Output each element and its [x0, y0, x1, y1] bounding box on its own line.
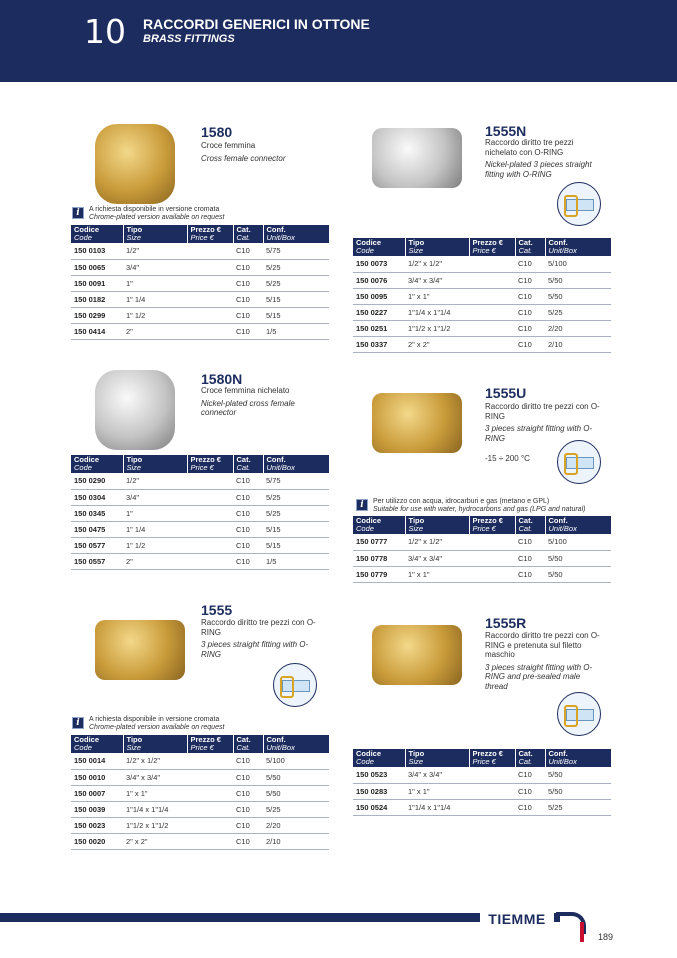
cell-box: 5/50 [545, 767, 611, 783]
column-header: Prezzo € Price € [469, 238, 515, 256]
column-header: Tipo Size [405, 238, 469, 256]
column-header: Conf. Unit/Box [263, 455, 329, 473]
cell-code: 150 0577 [71, 537, 123, 553]
cell-code: 150 0095 [353, 288, 405, 304]
column-header: Codice Code [353, 749, 405, 767]
cell-cat: C10 [515, 336, 545, 352]
cell-cat: C10 [233, 753, 263, 769]
column-header: Prezzo € Price € [187, 225, 233, 243]
cell-price [187, 291, 233, 307]
cell-price [469, 566, 515, 582]
cell-code: 150 0779 [353, 566, 405, 582]
note-en: Chrome-plated version available on request [89, 724, 225, 731]
fitting-section-diagram [557, 440, 601, 484]
cell-box: 2/10 [545, 336, 611, 352]
cell-size: 2" [123, 553, 187, 569]
product-description [485, 402, 600, 443]
cell-size: 1" [123, 275, 187, 291]
cell-price [187, 769, 233, 785]
cell-size: 1" x 1" [405, 783, 469, 799]
table-row [71, 769, 329, 785]
cell-price [187, 833, 233, 849]
cell-price [469, 272, 515, 288]
cell-size: 3/4" [123, 259, 187, 275]
table-row [71, 291, 329, 307]
cell-size: 1" 1/2 [123, 537, 187, 553]
info-icon: i [356, 499, 368, 511]
table-row [71, 307, 329, 323]
cell-box: 5/50 [545, 566, 611, 582]
product-image-1555 [95, 620, 185, 680]
cell-code: 150 0345 [71, 505, 123, 521]
column-header: Conf. Unit/Box [545, 749, 611, 767]
cell-price [187, 553, 233, 569]
column-header: Tipo Size [123, 735, 187, 753]
cell-size: 1"1/4 x 1"1/4 [405, 799, 469, 815]
table-row [353, 304, 611, 320]
product-description [201, 618, 316, 659]
cell-size: 3/4" [123, 489, 187, 505]
cell-code: 150 0073 [353, 256, 405, 272]
cell-code: 150 0475 [71, 521, 123, 537]
cell-box: 5/50 [545, 783, 611, 799]
product-table-1580n [71, 455, 329, 570]
cell-code: 150 0182 [71, 291, 123, 307]
footer-bar [0, 913, 560, 922]
table-row [353, 550, 611, 566]
cell-cat: C10 [233, 521, 263, 537]
desc-en: 3 pieces straight fitting with O-RING and pre-sealed male thread [485, 662, 593, 691]
cell-box: 5/50 [263, 769, 329, 785]
column-header: Prezzo € Price € [469, 516, 515, 534]
column-header: Codice Code [71, 735, 123, 753]
table-row [353, 272, 611, 288]
cell-cat: C10 [515, 799, 545, 815]
table-header [353, 749, 611, 767]
cell-cat: C10 [515, 783, 545, 799]
cell-price [469, 288, 515, 304]
cell-box: 5/100 [545, 256, 611, 272]
table-row [353, 767, 611, 783]
table-row [71, 521, 329, 537]
cell-box: 5/50 [545, 550, 611, 566]
cell-cat: C10 [515, 256, 545, 272]
column-header: Prezzo € Price € [187, 735, 233, 753]
column-header: Conf. Unit/Box [545, 238, 611, 256]
desc-it: Croce femmina [201, 141, 256, 150]
cell-box: 5/15 [263, 521, 329, 537]
cell-size: 1" 1/4 [123, 521, 187, 537]
cell-size: 2" x 2" [405, 336, 469, 352]
cell-price [187, 505, 233, 521]
table-header [71, 455, 329, 473]
product-title: 1555U [485, 385, 527, 401]
product-image-1580 [95, 124, 175, 204]
cell-size: 2" [123, 323, 187, 339]
cell-cat: C10 [515, 550, 545, 566]
cell-price [469, 304, 515, 320]
table-row [353, 336, 611, 352]
cell-price [187, 323, 233, 339]
table-row [353, 566, 611, 582]
cell-cat: C10 [233, 769, 263, 785]
cell-code: 150 0337 [353, 336, 405, 352]
cell-cat: C10 [233, 489, 263, 505]
cell-code: 150 0283 [353, 783, 405, 799]
product-table-1555r [353, 749, 611, 816]
chapter-number: 10 [84, 12, 126, 51]
cell-code: 150 0414 [71, 323, 123, 339]
table-row [353, 783, 611, 799]
cell-size: 3/4" x 3/4" [123, 769, 187, 785]
cell-box: 5/100 [263, 753, 329, 769]
cell-code: 150 0777 [353, 534, 405, 550]
table-header [353, 238, 611, 256]
cell-code: 150 0014 [71, 753, 123, 769]
cell-size: 1" x 1" [123, 785, 187, 801]
cell-price [469, 550, 515, 566]
cell-code: 150 0020 [71, 833, 123, 849]
cell-box: 1/5 [263, 553, 329, 569]
cell-box: 2/10 [263, 833, 329, 849]
column-header: Cat. Cat. [515, 749, 545, 767]
cell-box: 5/50 [545, 272, 611, 288]
cell-code: 150 0251 [353, 320, 405, 336]
table-row [71, 243, 329, 259]
cell-code: 150 0010 [71, 769, 123, 785]
desc-en: Cross female connector [201, 153, 286, 163]
cell-cat: C10 [233, 473, 263, 489]
cell-code: 150 0065 [71, 259, 123, 275]
cell-box: 5/25 [263, 275, 329, 291]
cell-cat: C10 [233, 259, 263, 275]
table-row [71, 505, 329, 521]
table-row [71, 259, 329, 275]
note-en: Suitable for use with water, hydrocarbons and gas (LPG and natural) [373, 506, 586, 513]
cell-size: 1/2" [123, 243, 187, 259]
cell-cat: C10 [233, 323, 263, 339]
desc-it: Croce femmina nichelato [201, 386, 290, 395]
column-header: Cat. Cat. [515, 516, 545, 534]
product-image-1555u [372, 393, 462, 453]
cell-size: 1" [123, 505, 187, 521]
cell-size: 1"1/4 x 1"1/4 [123, 801, 187, 817]
cell-price [187, 275, 233, 291]
product-table-1580 [71, 225, 329, 340]
cell-box: 2/20 [545, 320, 611, 336]
table-row [353, 799, 611, 815]
cell-code: 150 0023 [71, 817, 123, 833]
brand-logo-accent [574, 922, 584, 942]
cell-price [187, 259, 233, 275]
cell-cat: C10 [515, 534, 545, 550]
desc-en: Nickel-plated cross female connector [201, 398, 295, 417]
product-title: 1555 [201, 602, 233, 618]
note-en: Chrome-plated version available on request [89, 214, 225, 221]
cell-size: 1" 1/2 [123, 307, 187, 323]
chapter-title-en: BRASS FITTINGS [143, 33, 235, 45]
cell-size: 1" x 1" [405, 288, 469, 304]
desc-it: Raccordo diritto tre pezzi nichelato con O-RING [485, 138, 574, 157]
table-row [71, 817, 329, 833]
product-description [201, 386, 311, 418]
table-header [353, 516, 611, 534]
product-description [201, 141, 311, 163]
cell-cat: C10 [233, 307, 263, 323]
info-icon: i [72, 207, 84, 219]
product-note [360, 498, 613, 514]
cell-box: 5/15 [263, 291, 329, 307]
table-row [353, 534, 611, 550]
table-row [71, 489, 329, 505]
column-header: Codice Code [353, 516, 405, 534]
cell-price [469, 336, 515, 352]
table-row [71, 753, 329, 769]
cell-cat: C10 [515, 767, 545, 783]
table-row [71, 275, 329, 291]
column-header: Conf. Unit/Box [263, 735, 329, 753]
cell-price [469, 783, 515, 799]
cell-cat: C10 [515, 288, 545, 304]
cell-price [187, 801, 233, 817]
table-row [353, 320, 611, 336]
column-header: Codice Code [353, 238, 405, 256]
column-header: Tipo Size [405, 749, 469, 767]
table-header [71, 735, 329, 753]
cell-box: 5/25 [263, 489, 329, 505]
product-description [485, 138, 605, 179]
desc-en: 3 pieces straight fitting with O-RING [485, 424, 593, 443]
table-row [71, 473, 329, 489]
cell-cat: C10 [233, 291, 263, 307]
cell-size: 1"1/2 x 1"1/2 [123, 817, 187, 833]
column-header: Codice Code [71, 225, 123, 243]
product-title: 1555N [485, 123, 527, 139]
cell-price [469, 534, 515, 550]
cell-size: 1/2" [123, 473, 187, 489]
column-header: Prezzo € Price € [187, 455, 233, 473]
table-row [71, 833, 329, 849]
fitting-section-diagram [557, 692, 601, 736]
cell-box: 5/15 [263, 537, 329, 553]
cell-price [469, 799, 515, 815]
cell-code: 150 0091 [71, 275, 123, 291]
cell-box: 5/50 [545, 288, 611, 304]
cell-size: 3/4" x 3/4" [405, 272, 469, 288]
note-it: Per utilizzo con acqua, idrocarburi e gas (metano e GPL) [373, 498, 550, 505]
cell-size: 1/2" x 1/2" [405, 256, 469, 272]
table-row [71, 553, 329, 569]
column-header: Prezzo € Price € [469, 749, 515, 767]
product-image-1555r [372, 625, 462, 685]
desc-en: Nickel-plated 3 pieces straight fitting with O-RING [485, 160, 592, 179]
cell-code: 150 0103 [71, 243, 123, 259]
cell-code: 150 0523 [353, 767, 405, 783]
cell-cat: C10 [515, 320, 545, 336]
column-header: Tipo Size [123, 455, 187, 473]
column-header: Codice Code [71, 455, 123, 473]
cell-size: 3/4" x 3/4" [405, 767, 469, 783]
cell-size: 1/2" x 1/2" [123, 753, 187, 769]
cell-cat: C10 [515, 272, 545, 288]
product-title: 1580N [201, 371, 243, 387]
cell-price [469, 320, 515, 336]
cell-price [187, 307, 233, 323]
cell-size: 1" 1/4 [123, 291, 187, 307]
fitting-section-diagram [557, 182, 601, 226]
cell-box: 5/25 [263, 801, 329, 817]
cell-price [187, 817, 233, 833]
cell-box: 5/100 [545, 534, 611, 550]
cell-price [187, 243, 233, 259]
desc-it: Raccordo diritto tre pezzi con O-RING e pretenuta sul filetto maschio [485, 631, 600, 659]
product-description [485, 631, 600, 691]
table-row [71, 801, 329, 817]
cell-code: 150 0290 [71, 473, 123, 489]
column-header: Cat. Cat. [515, 238, 545, 256]
product-note [76, 206, 329, 222]
note-it: A richiesta disponibile in versione cromata [89, 206, 220, 213]
column-header: Conf. Unit/Box [263, 225, 329, 243]
column-header: Cat. Cat. [233, 735, 263, 753]
table-row [71, 785, 329, 801]
table-row [71, 537, 329, 553]
desc-it: Raccordo diritto tre pezzi con O-RING [201, 618, 316, 637]
cell-price [469, 767, 515, 783]
cell-cat: C10 [233, 553, 263, 569]
cell-price [187, 785, 233, 801]
column-header: Cat. Cat. [233, 455, 263, 473]
column-header: Tipo Size [123, 225, 187, 243]
fitting-section-diagram [273, 663, 317, 707]
cell-code: 150 0304 [71, 489, 123, 505]
product-title: 1580 [201, 124, 233, 140]
cell-price [187, 753, 233, 769]
page-number: 189 [598, 932, 614, 942]
cell-size: 1" x 1" [405, 566, 469, 582]
cell-cat: C10 [233, 817, 263, 833]
product-image-1580n [95, 370, 175, 450]
table-row [353, 288, 611, 304]
cell-box: 5/25 [545, 304, 611, 320]
desc-it: Raccordo diritto tre pezzi con O-RING [485, 402, 600, 421]
product-note [76, 716, 329, 732]
product-table-1555u [353, 516, 611, 583]
cell-box: 5/25 [263, 259, 329, 275]
cell-price [187, 473, 233, 489]
cell-price [469, 256, 515, 272]
cell-cat: C10 [515, 566, 545, 582]
cell-code: 150 0557 [71, 553, 123, 569]
product-image-1555n [372, 128, 462, 188]
product-table-1555 [71, 735, 329, 850]
table-header [71, 225, 329, 243]
chapter-title-it: RACCORDI GENERICI IN OTTONE [143, 16, 370, 32]
info-icon: i [72, 717, 84, 729]
product-title: 1555R [485, 615, 527, 631]
cell-cat: C10 [233, 785, 263, 801]
cell-box: 2/20 [263, 817, 329, 833]
cell-cat: C10 [233, 537, 263, 553]
column-header: Conf. Unit/Box [545, 516, 611, 534]
cell-price [187, 489, 233, 505]
note-it: A richiesta disponibile in versione cromata [89, 716, 220, 723]
cell-box: 5/75 [263, 473, 329, 489]
cell-box: 5/25 [545, 799, 611, 815]
cell-size: 1"1/2 x 1"1/2 [405, 320, 469, 336]
cell-code: 150 0299 [71, 307, 123, 323]
cell-price [187, 521, 233, 537]
cell-cat: C10 [515, 304, 545, 320]
cell-code: 150 0524 [353, 799, 405, 815]
cell-cat: C10 [233, 833, 263, 849]
cell-price [187, 537, 233, 553]
brand-logo-text: TIEMME [480, 911, 554, 927]
cell-code: 150 0076 [353, 272, 405, 288]
cell-size: 1/2" x 1/2" [405, 534, 469, 550]
cell-size: 3/4" x 3/4" [405, 550, 469, 566]
cell-box: 5/25 [263, 505, 329, 521]
cell-cat: C10 [233, 243, 263, 259]
cell-code: 150 0007 [71, 785, 123, 801]
cell-box: 5/75 [263, 243, 329, 259]
temperature-range: -15 ÷ 200 °C [485, 454, 530, 463]
table-row [71, 323, 329, 339]
column-header: Tipo Size [405, 516, 469, 534]
cell-code: 150 0039 [71, 801, 123, 817]
cell-box: 1/5 [263, 323, 329, 339]
cell-code: 150 0227 [353, 304, 405, 320]
cell-box: 5/50 [263, 785, 329, 801]
cell-cat: C10 [233, 505, 263, 521]
cell-size: 2" x 2" [123, 833, 187, 849]
product-table-1555n [353, 238, 611, 353]
column-header: Cat. Cat. [233, 225, 263, 243]
cell-code: 150 0778 [353, 550, 405, 566]
page-header [0, 0, 677, 82]
cell-cat: C10 [233, 801, 263, 817]
cell-cat: C10 [233, 275, 263, 291]
desc-en: 3 pieces straight fitting with O-RING [201, 640, 309, 659]
cell-size: 1"1/4 x 1"1/4 [405, 304, 469, 320]
cell-box: 5/15 [263, 307, 329, 323]
table-row [353, 256, 611, 272]
